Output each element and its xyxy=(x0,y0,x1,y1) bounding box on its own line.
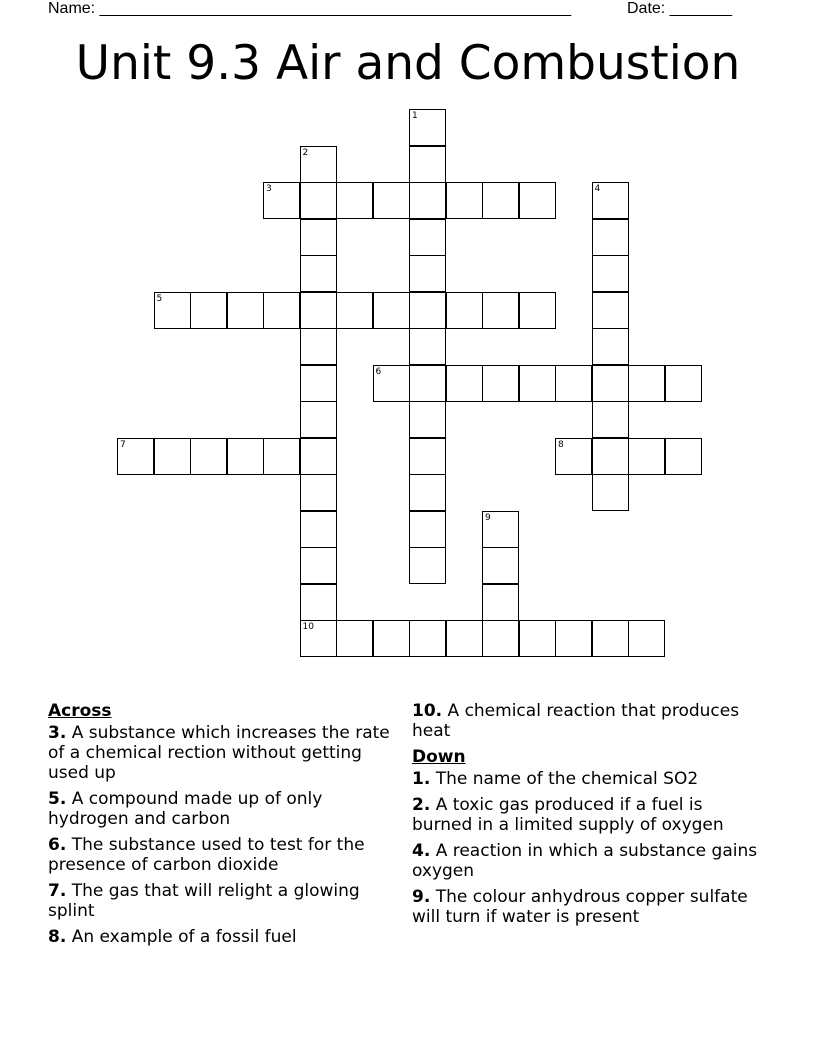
crossword-cell[interactable] xyxy=(227,438,264,475)
crossword-cell[interactable] xyxy=(628,365,665,402)
crossword-cell[interactable] xyxy=(409,438,446,475)
crossword-cell[interactable] xyxy=(446,182,483,219)
crossword-cell[interactable] xyxy=(263,438,300,475)
crossword-cell[interactable] xyxy=(263,292,300,329)
crossword-cell[interactable] xyxy=(482,292,519,329)
crossword-cell[interactable] xyxy=(409,547,446,584)
crossword-cell[interactable] xyxy=(300,584,337,621)
clue-text: An example of a fossil fuel xyxy=(71,927,297,947)
crossword-cell[interactable] xyxy=(154,438,191,475)
crossword-cell[interactable] xyxy=(519,292,556,329)
clue-number: 1. xyxy=(412,769,431,789)
crossword-cell[interactable] xyxy=(373,182,410,219)
clue-across-5 xyxy=(48,789,398,829)
crossword-cell[interactable] xyxy=(409,620,446,657)
crossword-cell[interactable] xyxy=(300,401,337,438)
cell-number: 3 xyxy=(266,184,272,194)
crossword-cell[interactable] xyxy=(409,255,446,292)
crossword-cell[interactable] xyxy=(482,182,519,219)
crossword-cell[interactable] xyxy=(482,511,519,548)
cell-number: 4 xyxy=(594,184,601,194)
crossword-cell[interactable] xyxy=(263,182,300,219)
crossword-cell[interactable] xyxy=(592,438,629,475)
crossword-cell[interactable] xyxy=(555,438,592,475)
crossword-cell[interactable] xyxy=(190,292,227,329)
clue-down-1 xyxy=(412,769,762,789)
cell-number: 7 xyxy=(120,439,126,450)
clue-across-7 xyxy=(48,881,398,921)
across-heading: Across xyxy=(48,701,112,721)
crossword-cell[interactable] xyxy=(300,620,337,657)
crossword-cell[interactable] xyxy=(482,620,519,657)
crossword-cell[interactable] xyxy=(409,109,446,146)
cell-number: 1 xyxy=(412,111,418,121)
page-title: Unit 9.3 Air and Combustion xyxy=(75,36,741,91)
crossword-cell[interactable] xyxy=(300,511,337,548)
name-field-label: Name: _____________________________________________________ xyxy=(48,0,572,17)
crossword-cell[interactable] xyxy=(592,292,629,329)
clue-number: 9. xyxy=(412,887,431,907)
crossword-cell[interactable] xyxy=(117,438,154,475)
cell-number: 6 xyxy=(375,366,382,377)
crossword-cell[interactable] xyxy=(409,219,446,256)
clue-number: 4. xyxy=(412,841,431,861)
crossword-cell[interactable] xyxy=(519,365,556,402)
crossword-cell[interactable] xyxy=(373,620,410,657)
crossword-cell[interactable] xyxy=(336,292,373,329)
down-heading: Down xyxy=(412,747,466,767)
cell-number: 5 xyxy=(156,293,163,304)
crossword-cell[interactable] xyxy=(592,620,629,657)
crossword-cell[interactable] xyxy=(446,292,483,329)
cell-number: 10 xyxy=(302,622,314,632)
clue-text: A reaction in which a substance gains oxygen xyxy=(412,841,758,881)
crossword-cell[interactable] xyxy=(300,182,337,219)
crossword-cell[interactable] xyxy=(482,365,519,402)
crossword-cell[interactable] xyxy=(227,292,264,329)
crossword-cell[interactable] xyxy=(592,401,629,438)
crossword-cell[interactable] xyxy=(409,365,446,402)
crossword-cell[interactable] xyxy=(409,511,446,548)
crossword-cell[interactable] xyxy=(190,438,227,475)
crossword-cell[interactable] xyxy=(592,474,629,511)
crossword-cell[interactable] xyxy=(482,547,519,584)
clue-text: The substance used to test for the presence of carbon dioxide xyxy=(48,835,365,875)
crossword-cell[interactable] xyxy=(300,328,337,365)
crossword-cell[interactable] xyxy=(592,365,629,402)
crossword-cell[interactable] xyxy=(519,620,556,657)
crossword-cell[interactable] xyxy=(336,620,373,657)
date-field-label: Date: _______ xyxy=(627,0,732,17)
clue-text: A chemical reaction that produces heat xyxy=(412,701,740,741)
crossword-cell[interactable] xyxy=(409,328,446,365)
clue-number: 2. xyxy=(412,795,431,815)
cell-number: 8 xyxy=(558,439,564,450)
crossword-cell[interactable] xyxy=(336,182,373,219)
crossword-cell[interactable] xyxy=(555,365,592,402)
crossword-cell[interactable] xyxy=(592,255,629,292)
crossword-cell[interactable] xyxy=(409,292,446,329)
clue-number: 5. xyxy=(48,789,67,809)
cell-number: 9 xyxy=(485,512,491,523)
cell-number: 2 xyxy=(302,147,309,158)
crossword-cell[interactable] xyxy=(555,620,592,657)
crossword-cell[interactable] xyxy=(592,328,629,365)
clue-number: 6. xyxy=(48,835,67,855)
crossword-cell[interactable] xyxy=(519,182,556,219)
crossword-cell[interactable] xyxy=(300,547,337,584)
crossword-cell[interactable] xyxy=(300,255,337,292)
clue-text: The gas that will relight a glowing splint xyxy=(48,881,360,921)
crossword-cell[interactable] xyxy=(592,182,629,219)
clue-number: 10. xyxy=(412,701,443,721)
clue-down-4 xyxy=(412,841,762,881)
clue-number: 8. xyxy=(48,927,67,947)
clue-text: The name of the chemical SO2 xyxy=(435,769,699,789)
crossword-cell[interactable] xyxy=(373,365,410,402)
crossword-cell[interactable] xyxy=(482,584,519,621)
clue-across-10 xyxy=(412,701,762,741)
clue-text: A substance which increases the rate of a chemical rection without getting used up xyxy=(48,723,390,783)
crossword-cell[interactable] xyxy=(300,365,337,402)
crossword-cell[interactable] xyxy=(592,219,629,256)
crossword-cell[interactable] xyxy=(409,182,446,219)
clues-column-left xyxy=(48,701,398,953)
crossword-cell[interactable] xyxy=(665,438,702,475)
crossword-cell[interactable] xyxy=(409,474,446,511)
clue-across-3 xyxy=(48,723,398,783)
clues-column-right xyxy=(412,701,762,933)
crossword-cell[interactable] xyxy=(300,219,337,256)
crossword-cell[interactable] xyxy=(446,365,483,402)
clue-text: A toxic gas produced if a fuel is burned in a limited supply of oxygen xyxy=(412,795,724,835)
crossword-cell[interactable] xyxy=(300,292,337,329)
clue-number: 7. xyxy=(48,881,67,901)
crossword-cell[interactable] xyxy=(300,146,337,183)
crossword-cell[interactable] xyxy=(409,146,446,183)
crossword-cell[interactable] xyxy=(446,620,483,657)
crossword-cell[interactable] xyxy=(409,401,446,438)
crossword-cell[interactable] xyxy=(628,620,665,657)
crossword-cell[interactable] xyxy=(373,292,410,329)
clue-across-6 xyxy=(48,835,398,875)
clue-down-2 xyxy=(412,795,762,835)
clue-text: The colour anhydrous copper sulfate will turn if water is present xyxy=(412,887,748,927)
clue-across-8 xyxy=(48,927,398,947)
crossword-cell[interactable] xyxy=(665,365,702,402)
clue-text: A compound made up of only hydrogen and carbon xyxy=(48,789,323,829)
crossword-cell[interactable] xyxy=(154,292,191,329)
crossword-cell[interactable] xyxy=(300,438,337,475)
clue-down-9 xyxy=(412,887,762,927)
crossword-cell[interactable] xyxy=(628,438,665,475)
crossword-cell[interactable] xyxy=(300,474,337,511)
clue-number: 3. xyxy=(48,723,67,743)
